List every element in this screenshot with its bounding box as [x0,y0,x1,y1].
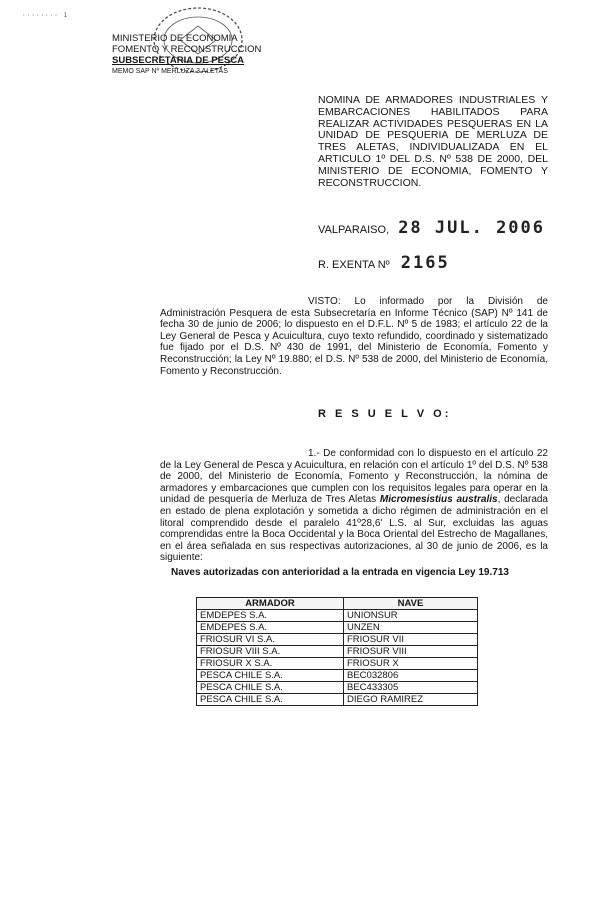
article-1-text-b: , declarada en estado de plena explotación y sometida a dicho régimen de administración en el litoral comprendido desde el paralelo 41º28,6' L.S. al Sur, excluidas las aguas comprendidas entre la Boca Occidental y la Boca Oriental del Estrecho de Magallanes, en el área señalada en sus respectivas autorizaciones, al 30 de junio de 2006, es la siguiente: [160,494,548,564]
visto-text: VISTO: Lo informado por la División de Administración Pesquera de esta Subsecretaría en Informe Técnico (SAP) Nº 141 de fecha 30 de junio de 2006; lo dispuesto en el D.F.L. Nº 5 de 1983; el artículo 22 de la Ley General de Pesca y Acuicultura, cuyo texto refundido, coordinado y sistematizado fue fijado por el D.S. Nº 430 de 1991, del Ministerio de Economía, Fomento y Reconstrucción; la Ley Nº 19.880; el D.S. Nº 538 de 2000, del Ministerio de Economía, Fomento y Reconstrucción. [160,296,548,377]
armador-cell: PESCA CHILE S.A. [197,670,344,682]
table-row [197,622,478,634]
armador-cell: FRIOSUR VIII S.A. [197,646,344,658]
armador-cell: FRIOSUR X S.A. [197,658,344,670]
resolution-number-line [318,253,450,273]
handwritten-date: 28 JUL. 2006 [398,218,546,238]
nave-cell: FRIOSUR VIII [344,646,478,658]
document-title: NOMINA DE ARMADORES INDUSTRIALES Y EMBARCACIONES HABILITADOS PARA REALIZAR ACTIVIDADES PESQUERAS EN LA UNIDAD DE PESQUERIA DE MERLUZA DE TRES ALETAS, INDIVIDUALIZADA EN EL ARTICULO 1º DEL D.S. Nº 538 DE 2000, DEL MINISTERIO DE ECONOMIA, FOMENTO Y RECONSTRUCCION. [318,94,548,189]
table-row [197,610,478,622]
column-header-nave: NAVE [344,598,478,610]
table-row [197,658,478,670]
nave-cell: BEC433305 [344,682,478,694]
article-1-paragraph [160,448,548,564]
header-subsecretaria: SUBSECRETARIA DE PESCA [112,55,244,66]
nave-cell: UNIONSUR [344,610,478,622]
nave-cell: UNZEN [344,622,478,634]
article-1-text-a: 1.- De conformidad con lo dispuesto en el artículo 22 de la Ley General de Pesca y Acuicultura, en relación con el artículo 1º del D.S. Nº 538 de 2000, del Ministerio de Economía, Fomento y Reconstrucción, la nómina de armadores y embarcaciones que cumplen con los requisitos legales para operar en la unidad de pesquería de Merluza de Tres Aletas [160,448,548,506]
table-row [197,646,478,658]
place-label: VALPARAISO, [318,224,390,236]
naves-table-title: Naves autorizadas con anterioridad a la entrada en vigencia Ley 19.713 [171,567,509,578]
armadores-table [196,597,478,706]
table-row [197,694,478,706]
armador-cell: PESCA CHILE S.A. [197,682,344,694]
armador-cell: FRIOSUR VI S.A. [197,634,344,646]
scan-mark: ········ 1 [22,12,69,19]
armador-cell: EMDEPES S.A. [197,622,344,634]
handwritten-resolution-number: 2165 [400,253,450,273]
resuelvo-heading: R E S U E L V O: [318,408,452,420]
resolution-label: R. EXENTA Nº [318,259,390,271]
table-header-row [197,598,478,610]
visto-paragraph [160,296,548,377]
header-memo: MEMO SAP Nº MERLUZA 3 ALETAS [112,68,228,75]
place-date [318,218,545,238]
species-name: Micromesistius australis [379,494,498,506]
table-row [197,682,478,694]
armador-cell: EMDEPES S.A. [197,610,344,622]
header-ministry-sub: FOMENTO Y RECONSTRUCCION [112,44,262,55]
table-row [197,670,478,682]
nave-cell: FRIOSUR VII [344,634,478,646]
column-header-armador: ARMADOR [197,598,344,610]
table-row [197,634,478,646]
header-ministry: MINISTERIO DE ECONOMIA [112,33,238,44]
armador-cell: PESCA CHILE S.A. [197,694,344,706]
nave-cell: BEC032806 [344,670,478,682]
nave-cell: DIEGO RAMIREZ [344,694,478,706]
ministry-header [112,33,272,77]
nave-cell: FRIOSUR X [344,658,478,670]
